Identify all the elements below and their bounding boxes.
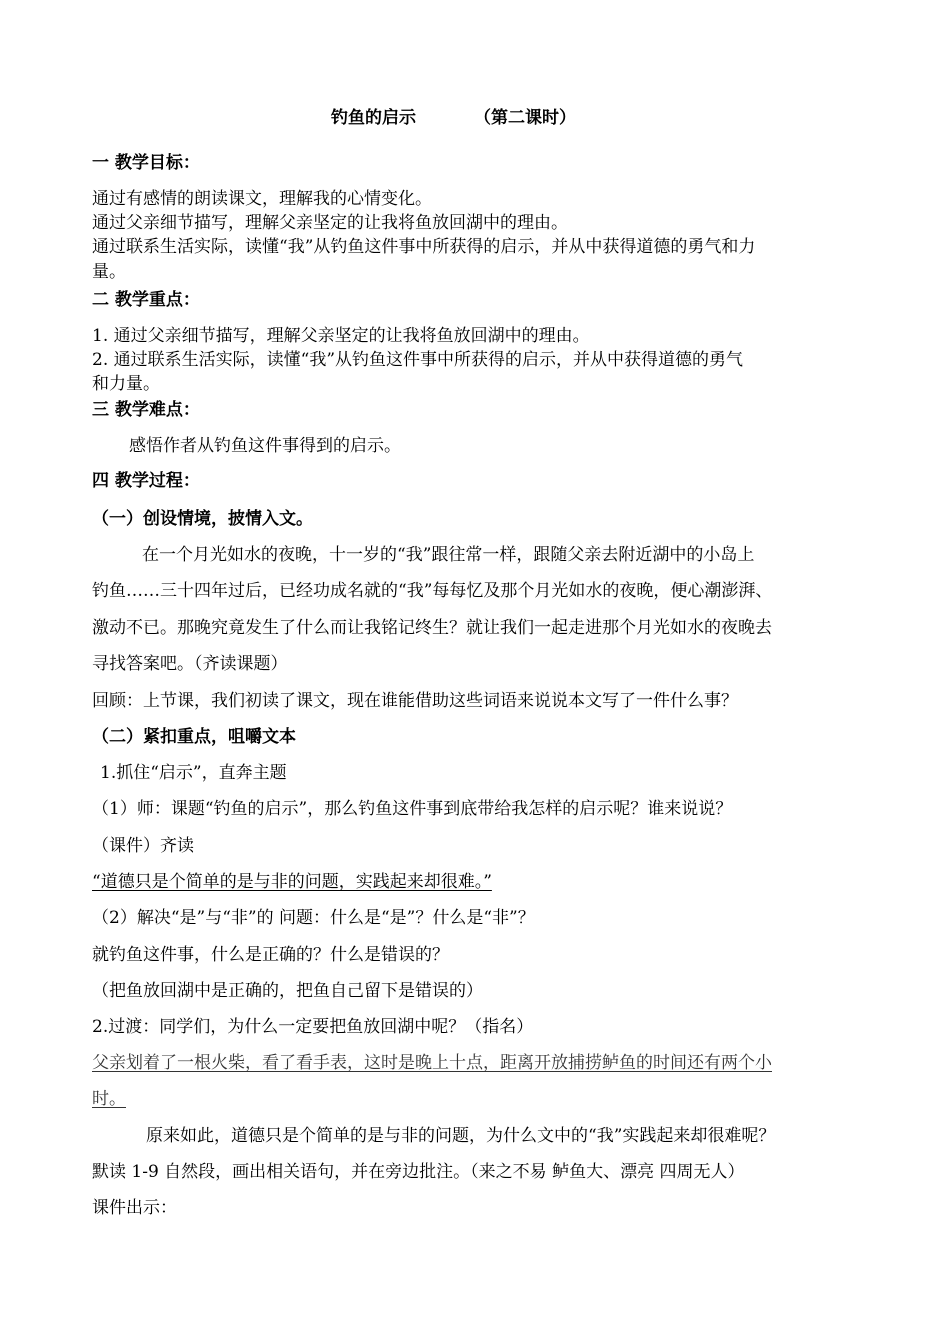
process-part1-line-4: 寻找答案吧。（齐读课题） [92,654,288,674]
process-part1-line-3: 激动不已。那晚究竟发生了什么而让我铭记终生？就让我们一起走进那个月光如水的夜晚去 [92,618,772,638]
keypoint-line-2: 2. 通过联系生活实际，读懂“我”从钓鱼这件事中所获得的启示，并从中获得道德的勇气 [92,350,744,370]
process-part1-line-2: 钓鱼……三十四年过后，已经功成名就的“我”每每忆及那个月光如水的夜晚，便心潮澎湃、 [92,581,773,601]
process-part1-line-1: 在一个月光如水的夜晚，十一岁的“我”跟往常一样，跟随父亲去附近湖中的小岛上 [142,545,755,565]
process-part2-line-6: 就钓鱼这件事，什么是正确的？什么是错误的？ [92,945,449,965]
process-part2-line-13: 课件出示： [92,1198,177,1218]
process-part2-line-8: 2.过渡：同学们，为什么一定要把鱼放回湖中呢？（指名） [92,1017,534,1037]
process-part2-line-12: 默读 1-9 自然段，画出相关语句，并在旁边批注。（来之不易 鲈鱼大、漂亮 四周无人） [92,1162,745,1182]
process-part2-line-1: 1.抓住“启示”，直奔主题 [100,763,287,783]
goal-line-1: 通过有感情的朗读课文，理解我的心情变化。 [92,189,432,209]
keypoint-line-1: 1. 通过父亲细节描写，理解父亲坚定的让我将鱼放回湖中的理由。 [92,326,590,346]
excerpt-underlined-1: 父亲划着了一根火柴，看了看手表，这时是晚上十点，距离开放捕捞鲈鱼的时间还有两个小 [92,1053,772,1073]
process-part2-line-7: （把鱼放回湖中是正确的，把鱼自己留下是错误的） [92,981,483,1001]
title-sub: （第二课时） [474,108,576,128]
quote-underlined: “道德只是个简单的是与非的问题，实践起来却很难。” [92,872,492,892]
title-main: 钓鱼的启示 [331,108,416,128]
process-part2-heading: （二）紧扣重点，咀嚼文本 [92,727,296,747]
goal-line-2: 通过父亲细节描写，理解父亲坚定的让我将鱼放回湖中的理由。 [92,213,568,233]
page-title [331,103,576,128]
goal-line-4: 量。 [92,262,126,282]
section-heading-difficulty: 三 教学难点： [92,400,200,420]
process-part2-line-3: （课件）齐读 [92,836,194,856]
keypoint-line-3: 和力量。 [92,374,160,394]
section-heading-process: 四 教学过程： [92,471,200,491]
process-part1-heading: （一）创设情境，披情入文。 [92,509,313,529]
process-part2-line-2: （1）师：课题“钓鱼的启示”，那么钓鱼这件事到底带给我怎样的启示呢？谁来说说？ [92,799,733,819]
section-heading-keypoints: 二 教学重点： [92,290,200,310]
process-part2-line-11: 原来如此，道德只是个简单的是与非的问题，为什么文中的“我”实践起来却很难呢？ [146,1126,776,1146]
process-part1-line-5: 回顾：上节课，我们初读了课文，现在谁能借助这些词语来说说本文写了一件什么事？ [92,691,738,711]
section-heading-goals: 一 教学目标： [92,153,200,173]
excerpt-underlined-2: 时。 [92,1089,126,1109]
difficulty-line-1: 感悟作者从钓鱼这件事得到的启示。 [129,436,401,456]
goal-line-3: 通过联系生活实际，读懂“我”从钓鱼这件事中所获得的启示，并从中获得道德的勇气和力 [92,237,756,257]
process-part2-line-5: （2）解决“是”与“非”的 问题：什么是“是”？什么是“非”？ [92,908,535,928]
